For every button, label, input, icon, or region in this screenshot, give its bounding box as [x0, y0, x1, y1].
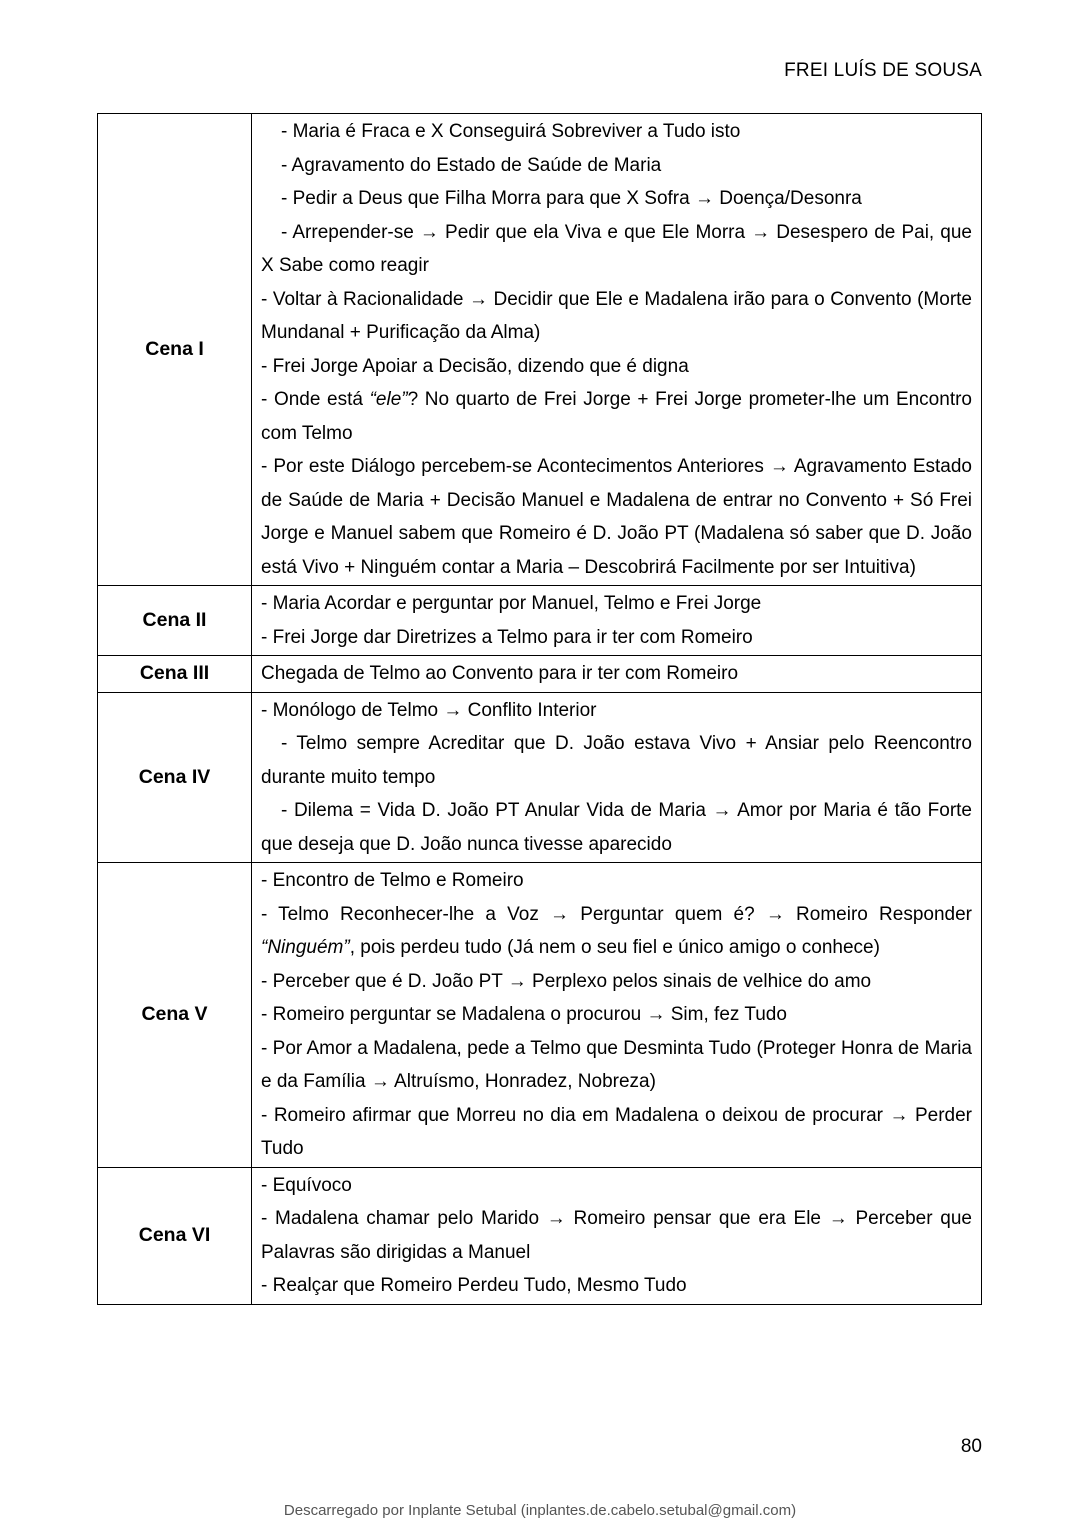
text-segment: - Madalena chamar pelo Marido → Romeiro pensar que era Ele → Perceber que Palavras são dirigidas a Manuel — [261, 1208, 972, 1263]
table-row — [98, 692, 982, 863]
content-paragraph — [261, 794, 972, 861]
text-segment: - Romeiro perguntar se Madalena o procurou → Sim, fez Tudo — [261, 1004, 787, 1025]
page-header-title: FREI LUÍS DE SOUSA — [784, 60, 982, 81]
content-paragraph — [261, 149, 972, 183]
text-segment: - Encontro de Telmo e Romeiro — [261, 870, 524, 891]
table-row — [98, 114, 982, 586]
text-segment: - Arrepender-se → Pedir que ela Viva e que Ele Morra → Desespero de Pai, que X Sabe como reagir — [261, 221, 972, 276]
text-segment: - Onde está — [261, 389, 370, 410]
text-segment: - Agravamento do Estado de Saúde de Maria — [281, 154, 662, 176]
content-paragraph — [261, 694, 972, 728]
scene-label: Cena II — [98, 586, 252, 656]
table-row — [98, 656, 982, 693]
content-paragraph — [261, 657, 972, 691]
content-paragraph — [261, 283, 972, 350]
text-segment: - Maria é Fraca e X Conseguirá Sobreviver a Tudo isto — [281, 121, 741, 142]
text-segment: - Frei Jorge Apoiar a Decisão, dizendo que é digna — [261, 355, 689, 377]
italic-text-segment: “ele” — [369, 389, 408, 410]
content-paragraph — [261, 350, 972, 384]
text-segment: - Por este Diálogo percebem-se Acontecimentos Anteriores → Agravamento Estado de Saúde de Maria + Decisão Manuel e Madalena de entrar no Convento + Só Frei Jorge e Manuel sabem que Romeiro é D. João PT (Madalena só saber que D. João está Vivo + Ninguém contar a Maria – Descobrirá Facilmente por ser Intuitiva) — [261, 456, 972, 578]
scene-content-cell — [252, 656, 982, 693]
content-paragraph — [261, 965, 972, 999]
text-segment: ? No quarto de Frei Jorge + Frei Jorge prometer-lhe um Encontro com Telmo — [261, 389, 972, 444]
text-segment: - Monólogo de Telmo → Conflito Interior — [261, 699, 597, 721]
content-paragraph — [261, 1099, 972, 1166]
scene-label: Cena III — [98, 656, 252, 693]
table-row — [98, 1167, 982, 1304]
scene-label: Cena V — [98, 863, 252, 1168]
table-row — [98, 863, 982, 1168]
page-number: 80 — [960, 1436, 982, 1457]
content-paragraph — [261, 864, 972, 898]
scene-label: Cena I — [98, 114, 252, 586]
content-paragraph — [261, 727, 972, 794]
content-paragraph — [261, 898, 972, 965]
scene-content-cell — [252, 692, 982, 863]
content-paragraph — [261, 383, 972, 450]
scene-content-cell — [252, 1167, 982, 1304]
scene-content-cell — [252, 586, 982, 656]
text-segment: - Pedir a Deus que Filha Morra para que X Sofra → Doença/Desonra — [281, 188, 862, 209]
scene-table-body — [98, 114, 982, 1305]
table-row — [98, 586, 982, 656]
text-segment: - Romeiro afirmar que Morreu no dia em Madalena o deixou de procurar → Perder Tudo — [261, 1104, 972, 1159]
content-paragraph — [261, 216, 972, 283]
text-segment: - Realçar que Romeiro Perdeu Tudo, Mesmo Tudo — [261, 1275, 687, 1296]
content-paragraph — [261, 998, 972, 1032]
content-paragraph — [261, 115, 972, 149]
content-paragraph — [261, 621, 972, 655]
text-segment: - Frei Jorge dar Diretrizes a Telmo para ir ter com Romeiro — [261, 626, 753, 648]
text-segment: - Voltar à Racionalidade → Decidir que Ele e Madalena irão para o Convento (Morte Mundanal + Purificação da Alma) — [261, 288, 972, 343]
scene-label: Cena IV — [98, 692, 252, 863]
text-segment: - Telmo Reconhecer-lhe a Voz → Perguntar quem é? → Romeiro Responder — [261, 903, 972, 925]
download-footer-note: Descarregado por Inplante Setubal (inplantes.de.cabelo.setubal@gmail.com) — [283, 1502, 797, 1519]
content-paragraph — [261, 1269, 972, 1303]
text-segment: - Telmo sempre Acreditar que D. João estava Vivo + Ansiar pelo Reencontro durante muito tempo — [261, 733, 972, 788]
content-paragraph — [261, 1032, 972, 1099]
italic-text-segment: “Ninguém” — [261, 937, 350, 958]
content-paragraph — [261, 1169, 972, 1203]
scene-content-cell — [252, 863, 982, 1168]
text-segment: , pois perdeu tudo (Já nem o seu fiel e único amigo o conhece) — [349, 937, 880, 958]
scene-content-cell — [252, 114, 982, 586]
scene-summary-table — [97, 113, 982, 1305]
content-paragraph — [261, 450, 972, 584]
scene-label: Cena VI — [98, 1167, 252, 1304]
text-segment: - Maria Acordar e perguntar por Manuel, Telmo e Frei Jorge — [261, 593, 762, 614]
text-segment: Chegada de Telmo ao Convento para ir ter com Romeiro — [261, 663, 739, 684]
text-segment: - Perceber que é D. João PT → Perplexo pelos sinais de velhice do amo — [261, 970, 872, 992]
content-paragraph — [261, 1202, 972, 1269]
content-paragraph — [261, 587, 972, 621]
text-segment: - Por Amor a Madalena, pede a Telmo que Desminta Tudo (Proteger Honra de Maria e da Família → Altruísmo, Honradez, Nobreza) — [261, 1037, 972, 1092]
text-segment: - Equívoco — [261, 1174, 352, 1196]
text-segment: - Dilema = Vida D. João PT Anular Vida de Maria → Amor por Maria é tão Forte que deseja que D. João nunca tivesse aparecido — [261, 800, 972, 855]
content-paragraph — [261, 182, 972, 216]
